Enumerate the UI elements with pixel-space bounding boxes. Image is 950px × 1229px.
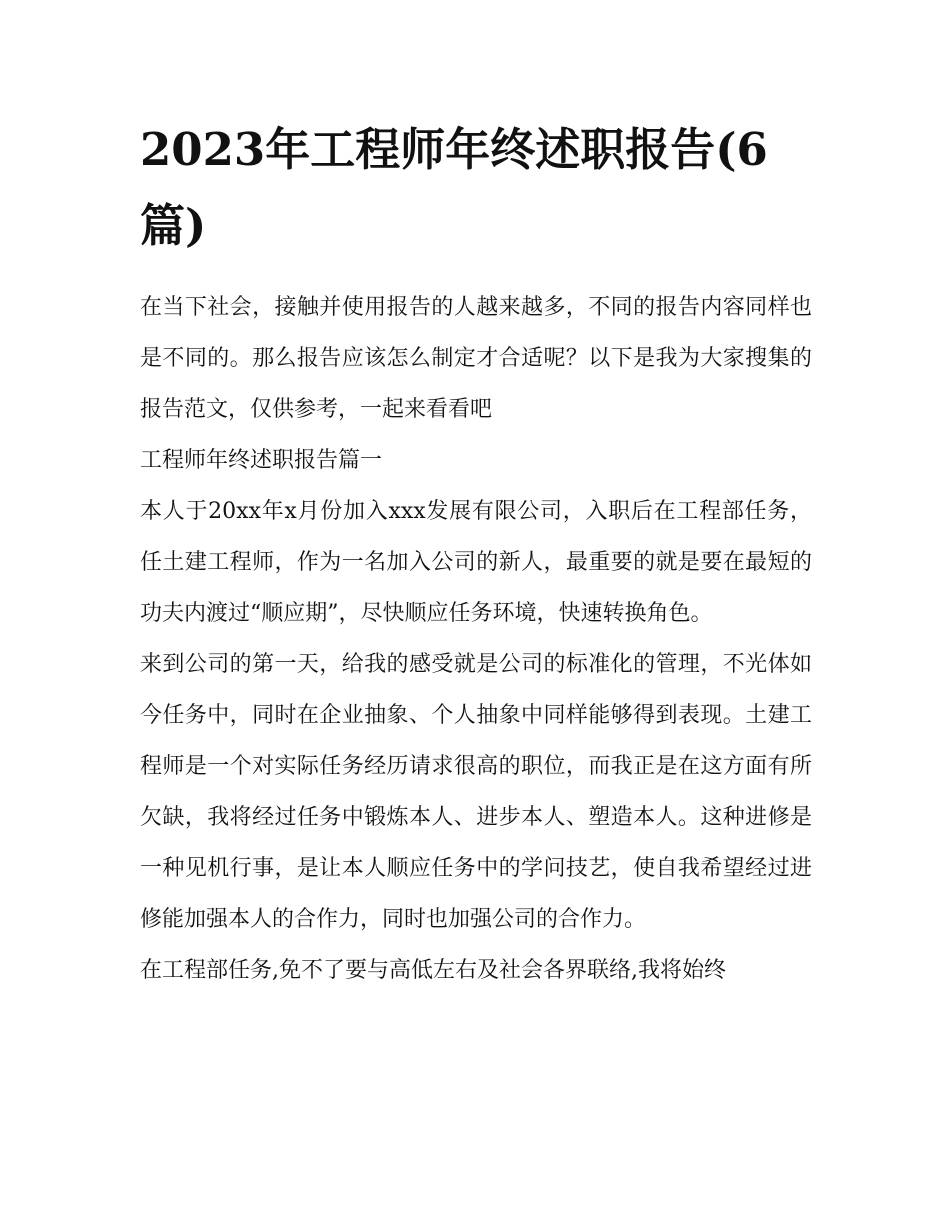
document-title: 2023年工程师年终述职报告(6篇) (140, 123, 768, 252)
body-paragraph: 来到公司的第一天，给我的感受就是公司的标准化的管理，不光体如今任务中，同时在企业抽象、个人抽象中同样能够得到表现。土建工程师是一个对实际任务经历请求很高的职位，而我正是在这方面有所欠缺，我将经过任务中锻炼本人、进步本人、塑造本人。这种进修是一种见机行事，是让本人顺应任务中的学问技艺，使自我希望经过进修能加强本人的合作力，同时也加强公司的合作力。 (140, 652, 812, 932)
body-paragraph: 在工程部任务,免不了要与高低左右及社会各界联络,我将始终 (140, 958, 726, 983)
intro-paragraph: 在当下社会，接触并使用报告的人越来越多，不同的报告内容同样也是不同的。那么报告应该怎么制定才合适呢？以下是我为大家搜集的报告范文，仅供参考，一起来看看吧 (140, 295, 812, 422)
document-page (140, 112, 812, 996)
body-paragraph: 本人于20xx年x月份加入xxx发展有限公司，入职后在工程部任务，任土建工程师，作为一名加入公司的新人，最重要的就是要在最短的功夫内渡过“顺应期”，尽快顺应任务环境，快速转换角色。 (140, 499, 812, 626)
section-heading: 工程师年终述职报告篇一 (140, 448, 383, 473)
